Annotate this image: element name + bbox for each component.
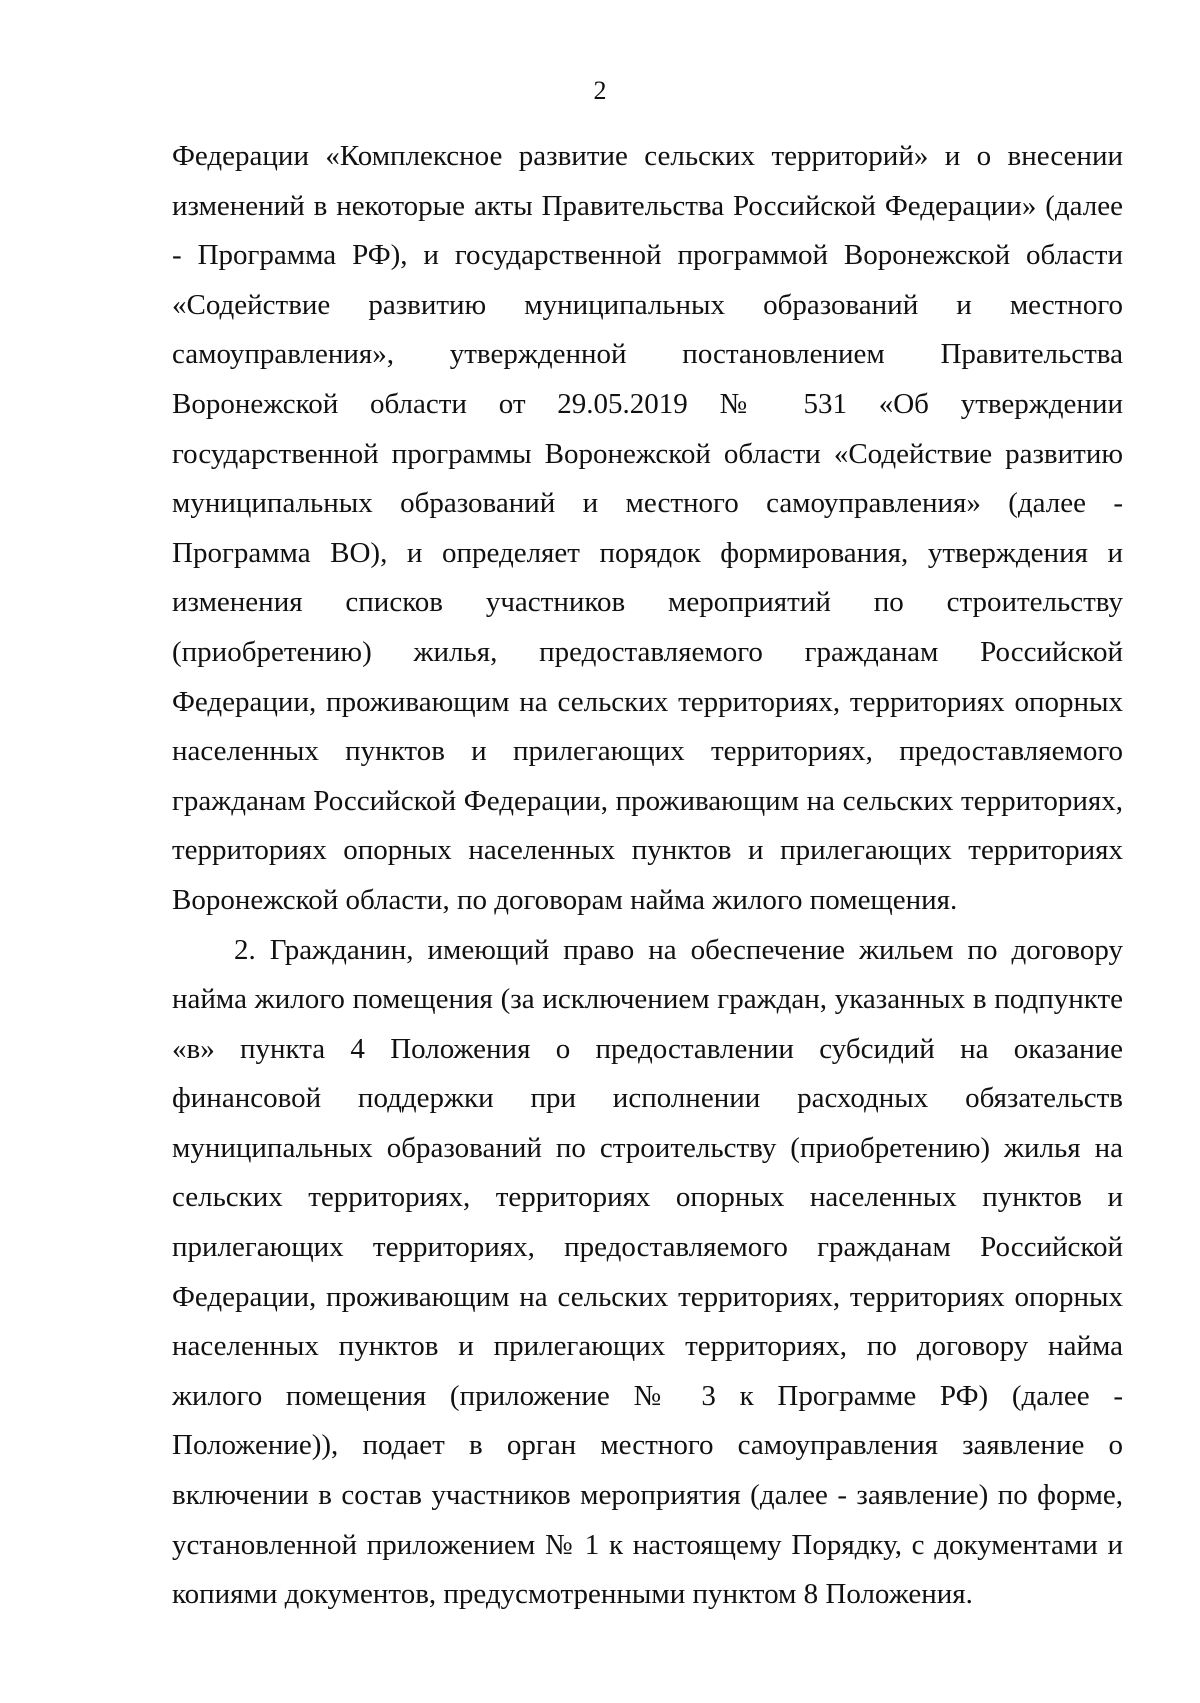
- paragraph-item-2: 2. Гражданин, имеющий право на обеспечение жильем по договору найма жилого помещения (за исключением граждан, указанных в подпункте «в» пункта 4 Положения о предоставлении субсидий на оказание финансовой поддержки при исполнении расходных обязательств муниципальных образований по строительству (приобретению) жилья на сельских территориях, территориях опорных населенных пунктов и прилегающих территориях, предоставляемого гражданам Российской Федерации, проживающим на сельских территориях, территориях опорных населенных пунктов и прилегающих территориях, по договору найма жилого помещения (приложение № 3 к Программе РФ) (далее - Положение)), подает в орган местного самоуправления заявление о включении в состав участников мероприятия (далее - заявление) по форме, установленной приложением № 1 к настоящему Порядку, с документами и копиями документов, предусмотренными пунктом 8 Положения.: [172, 933, 1123, 1611]
- paragraph-continuation: Федерации «Комплексное развитие сельских территорий» и о внесении изменений в некоторые акты Правительства Российской Федерации» (далее - Программа РФ), и государственной программой Воронежской области «Содействие развитию муниципальных образований и местного самоуправления», утвержденной постановлением Правительства Воронежской области от 29.05.2019 № 531 «Об утверждении государственной программы Воронежской области «Содействие развитию муниципальных образований и местного самоуправления» (далее - Программа ВО), и определяет порядок формирования, утверждения и изменения списков участников мероприятий по строительству (приобретению) жилья, предоставляемого гражданам Российской Федерации, проживающим на сельских территориях, территориях опорных населенных пунктов и прилегающих территориях, предоставляемого гражданам Российской Федерации, проживающим на сельских территориях, территориях опорных населенных пунктов и прилегающих территориях Воронежской области, по договорам найма жилого помещения.: [172, 140, 1123, 916]
- page-number: 2: [593, 76, 607, 105]
- document-body: [172, 132, 1123, 1620]
